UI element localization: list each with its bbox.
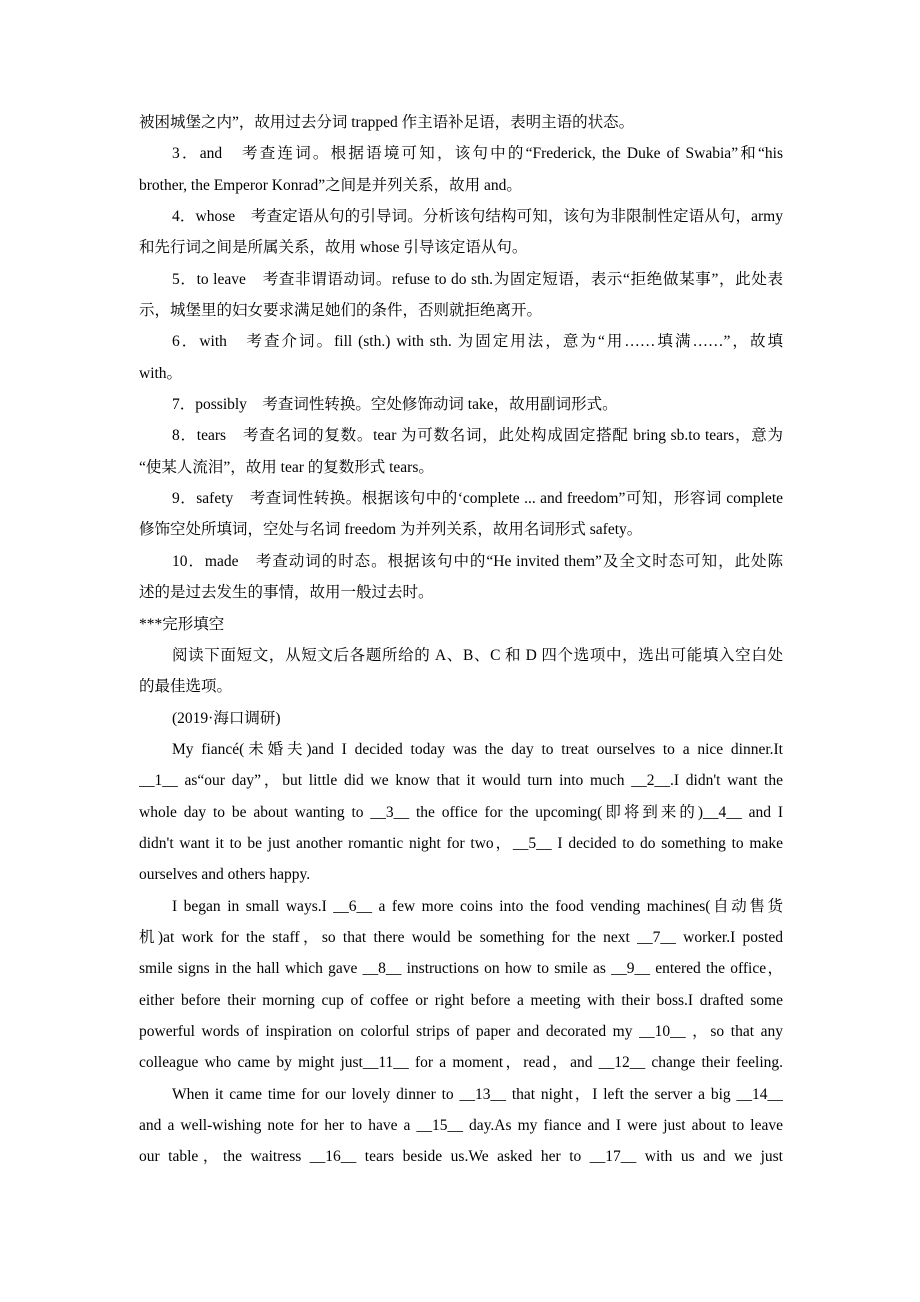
text-line: 被困城堡之内”，故用过去分词 trapped 作主语补足语，表明主语的状态。 [139, 114, 635, 131]
text-line: 示，城堡里的妇女要求满足她们的条件，否则就拒绝离开。 [139, 302, 543, 320]
text-line: didn't want it to be just another romantic night for two，__5__ I decided to do something to make [139, 834, 783, 852]
text-line: 和先行词之间是所属关系，故用 whose 引导该定语从句。 [139, 239, 528, 257]
text-line: powerful words of inspiration on colorful strips of paper and decorated my __10__ ，so that any [139, 1022, 783, 1040]
text-line: When it came time for our lovely dinner to __13__ that night，I left the server a big __14__ [172, 1085, 783, 1103]
document-body [139, 107, 783, 1173]
text-line: 6．with 考查介词。fill (sth.) with sth. 为固定用法，意为“用……填满……”，故填 [172, 333, 783, 351]
text-line: __1__ as“our day”，but little did we know that it would turn into much __2__.I didn't want the [139, 772, 783, 790]
text-line: ourselves and others happy. [139, 866, 311, 884]
text-line: 机)at work for the staff，so that there would be something for the next __7__ worker.I posted [139, 928, 783, 946]
text-line: 10．made 考查动词的时态。根据该句中的“He invited them”及全文时态可知，此处陈 [172, 552, 783, 570]
text-line: 3．and 考查连词。根据语境可知，该句中的“Frederick, the Duke of Swabia”和“his [172, 145, 783, 163]
text-line: (2019·海口调研) [172, 709, 281, 727]
text-line: with。 [139, 364, 183, 382]
text-line: 4．whose 考查定语从句的引导词。分析该句结构可知，该句为非限制性定语从句，army [172, 208, 783, 226]
text-line: My fiancé(未婚夫)and I decided today was the day to treat ourselves to a nice dinner.It [172, 740, 783, 758]
text-line: 的最佳选项。 [139, 678, 233, 696]
text-line: either before their morning cup of coffee or right before a meeting with their boss.I drafted some [139, 991, 783, 1009]
text-line: brother, the Emperor Konrad”之间是并列关系，故用 and。 [139, 176, 522, 194]
text-line: I began in small ways.I __6__ a few more coins into the food vending machines(自动售货 [172, 897, 783, 915]
text-line: smile signs in the hall which gave __8__ instructions on how to smile as __9__ entered the office， [139, 960, 783, 978]
text-line: whole day to be about wanting to __3__ the office for the upcoming(即将到来的)__4__ and I [139, 803, 783, 821]
text-line: “使某人流泪”，故用 tear 的复数形式 tears。 [139, 458, 434, 476]
text-line: colleague who came by might just__11__ for a moment，read，and __12__ change their feeling. [139, 1054, 783, 1072]
text-line: 8．tears 考查名词的复数。tear 为可数名词，此处构成固定搭配 bring sb.to tears，意为 [172, 427, 783, 445]
text-line: 9．safety 考查词性转换。根据该句中的‘complete ... and freedom”可知，形容词 complete [172, 490, 783, 508]
text-line: 5．to leave 考查非谓语动词。refuse to do sth.为固定短语，表示“拒绝做某事”，此处表 [172, 270, 783, 288]
text-line: 述的是过去发生的事情，故用一般过去时。 [139, 584, 434, 602]
text-line: 修饰空处所填词，空处与名词 freedom 为并列关系，故用名词形式 safety。 [139, 521, 643, 539]
text-line: ***完形填空 [139, 615, 225, 633]
text-line: our table，the waitress __16__ tears beside us.We asked her to __17__ with us and we just [139, 1148, 783, 1166]
text-line: 阅读下面短文，从短文后各题所给的 A、B、C 和 D 四个选项中，选出可能填入空白处 [172, 646, 783, 664]
text-line: and a well-wishing note for her to have a __15__ day.As my fiance and I were just about to leave [139, 1117, 783, 1134]
text-line: 7．possibly 考查词性转换。空处修饰动词 take，故用副词形式。 [172, 396, 618, 414]
